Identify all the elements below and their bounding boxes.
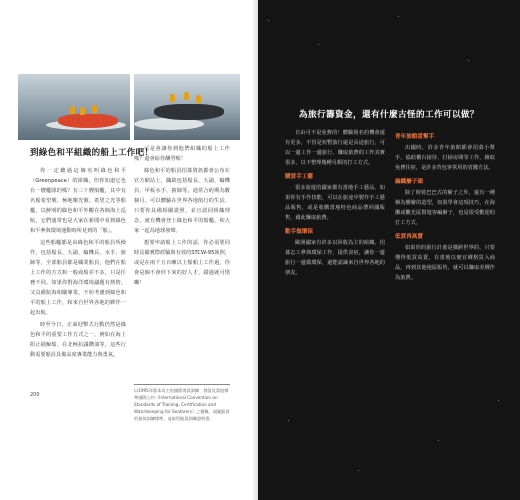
subheading: 動手做環保 <box>285 229 313 235</box>
crew-figure <box>70 106 75 114</box>
paragraph: 這些船艦都是由綠色和平的船員所操作，包括船長、大副、輪機長、水手、廚師等，全部船員都是職業船員，他們在船上工作的方式和一般商船差不多，只是任務不同。如果你對海洋環境議題有熱情，又具備航海相關專業，不妨考慮到綠色和平的船上工作，和來自世界各地的夥伴一起出航。 <box>30 240 126 316</box>
footnote: 以1995年版本為主的國際海員訓練、發證及當值標準國際公約（International Convention on Standards of Training, Certification and Watchkeeping for Seafarers）之簡稱，規範船員的最低訓練標準，並取得船員訓練證明書。 <box>134 384 230 422</box>
paragraph: 如果你的旅行計畫是橫跨世界的，只要懂得低買高賣，在當地以便宜價格買入商品，再到其他地區販售，就可以賺取差價作為旅費。 <box>395 245 495 281</box>
subheading: 低買再高賣 <box>395 234 423 240</box>
left-page <box>0 0 258 500</box>
paragraph: 出國時，許多青年旅館都會招募小幫手，協助櫃台接待、打掃房間等工作，換取免費住宿，是許多背包客常用的省錢方法。 <box>395 145 495 171</box>
right-page-title: 為旅行籌資金，還有什麼古怪的工作可以做？ <box>299 110 479 120</box>
left-column-1 <box>30 166 126 362</box>
paragraph: 想要申請船上工作的話，你必須要同時具備實際經驗與有效的STCW-95執照，或是在兩千五百噸以上船舶上工作過，你會是個不會停下來的好人才，錯過就可惜囉！ <box>134 240 230 286</box>
subheading: 青年旅館當幫手 <box>395 134 435 140</box>
left-column-2 <box>134 74 230 290</box>
star-dot <box>498 400 499 401</box>
boat-photo-left <box>18 74 130 140</box>
subheading: 購買手工藝 <box>285 174 313 180</box>
paragraph: 很多旅遊的國家都有當地手工藝品，如果你有手作技能，可以在旅途中製作手工藝品販售，或是收購當地特色商品帶回國販售，藉此賺取旅費。 <box>285 185 385 221</box>
paragraph: 除了時裝巴巴式的辮子之外，還有一種稱為髒辮的造型，如果學會這項技巧，在海灘或觀光區幫遊客編辮子，也是很受歡迎的打工方式。 <box>395 190 495 226</box>
inflatable-boat <box>58 114 118 128</box>
star-dot <box>438 440 439 441</box>
paragraph: 歐洲國家有許多以回收為主的組織，招募志工參與環保工作，提供食宿，讓你一邊旅行一邊做環保，還能認識來自世界各地的朋友。 <box>285 240 385 276</box>
paragraph: 可是會讓你到他們組織的船上工作嗎？還會給你酬勞喔！ <box>134 146 230 162</box>
intro-paragraph: 自由可不是免費的！體驗報名的機會還有更多，不管是短暫旅行還是長途旅行，可以一邊工作一邊旅行，賺取旅費的工作其實很多，以下整理幾種另類的打工方式。 <box>285 130 385 166</box>
right-column-1 <box>285 128 385 280</box>
paragraph: 綠色和平的船員招募資訊都會公布在官方網站上，職缺包括船長、大副、輪機員、甲板水手、廚師等，通常合約期為數個月，可以體驗在世界各地航行的生活。只要你具備相關證照，並且認同組織理念，就有機會登上綠色和平的船艦，和大家一起為地球發聲。 <box>134 168 230 234</box>
star-dot <box>358 470 359 471</box>
paragraph: 你一定聽過這個名叫綠色和平（Greenpeace）的組織。但你知道它也有一艘艦隊的嗎？有三十艘船艦，其中有名船希望號、極地曙光號、希望之光等船艦，以鮮明的綠色和平外觀在各個海上巡航，它們通常也是大家在新聞中看到綠色和平參與環境運動時所見到的「船」。 <box>30 168 126 234</box>
star-dot <box>398 16 399 17</box>
subheading: 編織辮子頭 <box>395 179 423 185</box>
page-number: 200 <box>30 392 40 398</box>
star-dot <box>468 60 469 61</box>
paragraph: 時至今日，正面迎擊式行動仍然是綠色和平的重要工作方式之一，例如在海上阻止捕鯨船、在北極抗議鑽油等，這些行動需要船員具備高度專業能力與勇氣。 <box>30 322 126 358</box>
crew-figure <box>92 105 97 113</box>
right-column-2 <box>395 128 495 285</box>
star-dot <box>268 20 269 21</box>
crew-figure <box>80 107 85 115</box>
star-dot <box>288 420 289 421</box>
star-dot <box>318 44 319 45</box>
section-heading: 到綠色和平組織的船上工作吧！ <box>30 148 154 158</box>
